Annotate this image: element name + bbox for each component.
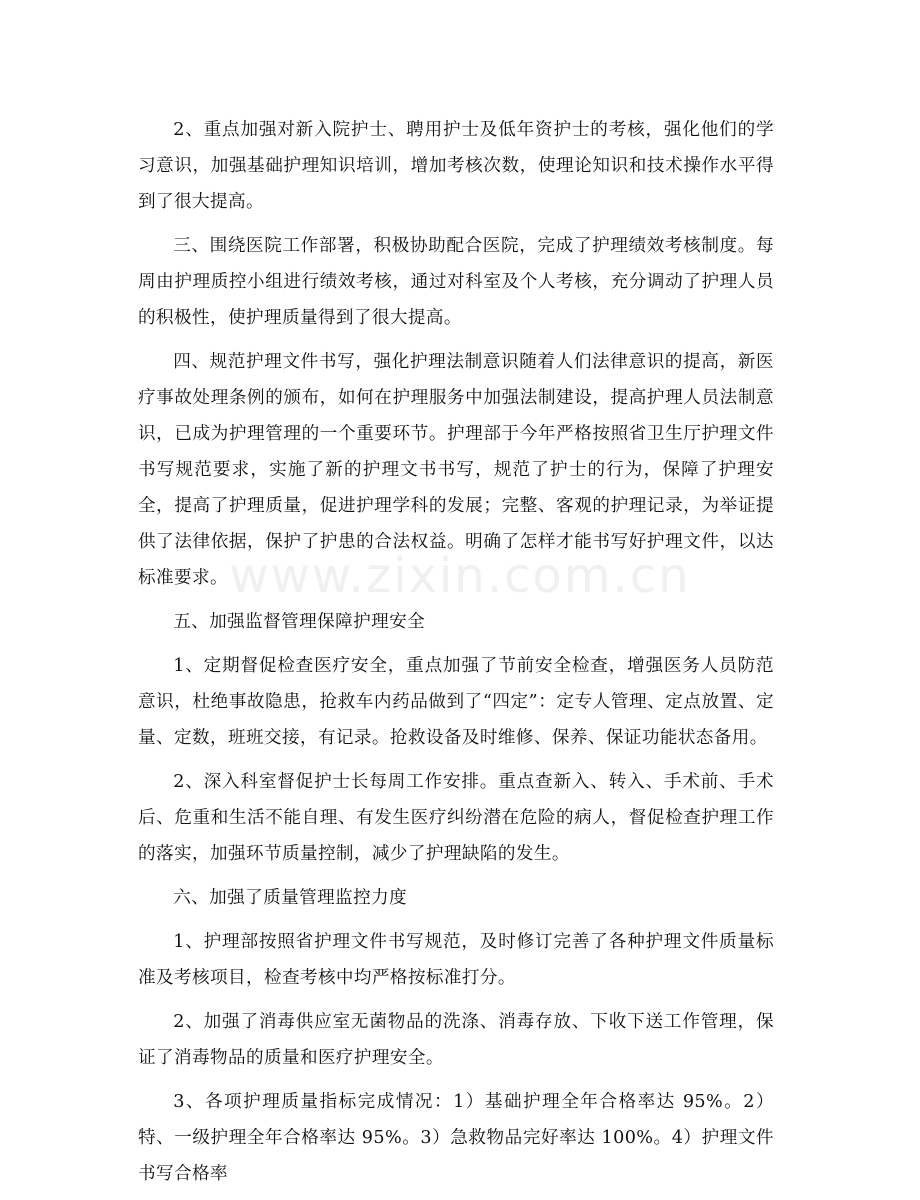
heading-section-five-supervision: 五、加强监督管理保障护理安全 (173, 612, 426, 632)
paragraph-section-three-performance: 三、围绕医院工作部署，积极协助配合医院，完成了护理绩效考核制度。每周由护理质控小组进行绩效考核，通过对科室及个人考核，充分调动了护理人员的积极性，使护理质量得到了很大提高。 (138, 236, 774, 328)
paragraph-assessment-new-nurses: 2、重点加强对新入院护士、聘用护士及低年资护士的考核，强化他们的学习意识，加强基础护理知识培训，增加考核次数，使理论知识和技术操作水平得到了很大提高。 (138, 120, 774, 212)
heading-section-six-quality: 六、加强了质量管理监控力度 (173, 888, 408, 908)
paragraph-quality-indicators: 3、各项护理质量指标完成情况：1）基础护理全年合格率达 95%。2）特、一级护理全年合格率达 95%。3）急救物品完好率达 100%。4）护理文件书写合格率 (138, 1092, 774, 1184)
watermark-text: www.zixin.com.cn (229, 548, 691, 604)
document-body (138, 112, 774, 1200)
paragraph-head-nurse-supervision: 2、深入科室督促护士长每周工作安排。重点查新入、转入、手术前、手术后、危重和生活不能自理、有发生医疗纠纷潜在危险的病人，督促检查护理工作的落实，加强环节质量控制，减少了护理缺陷的发生。 (138, 772, 774, 864)
paragraph-disinfection-supply: 2、加强了消毒供应室无菌物品的洗涤、消毒存放、下收下送工作管理，保证了消毒物品的质量和医疗护理安全。 (138, 1012, 774, 1068)
paragraph-safety-inspection: 1、定期督促检查医疗安全，重点加强了节前安全检查，增强医务人员防范意识，杜绝事故隐患，抢救车内药品做到了“四定”：定专人管理、定点放置、定量、定数，班班交接，有记录。抢救设备及时维修、保养、保证功能状态备用。 (138, 656, 774, 748)
paragraph-section-four-documentation: 四、规范护理文件书写，强化护理法制意识随着人们法律意识的提高，新医疗事故处理条例的颁布，如何在护理服务中加强法制建设，提高护理人员法制意识，已成为护理管理的一个重要环节。护理部于今年严格按照省卫生厅护理文件书写规范要求，实施了新的护理文书书写，规范了护士的行为，保障了护理安全，提高了护理质量，促进护理学科的发展；完整、客观的护理记录，为举证提供了法律依据，保护了护患的合法权益。明确了怎样才能书写好护理文件，以达标准要求。 (138, 352, 774, 588)
paragraph-document-standards: 1、护理部按照省护理文件书写规范，及时修订完善了各种护理文件质量标准及考核项目，检查考核中均严格按标准打分。 (138, 932, 774, 988)
